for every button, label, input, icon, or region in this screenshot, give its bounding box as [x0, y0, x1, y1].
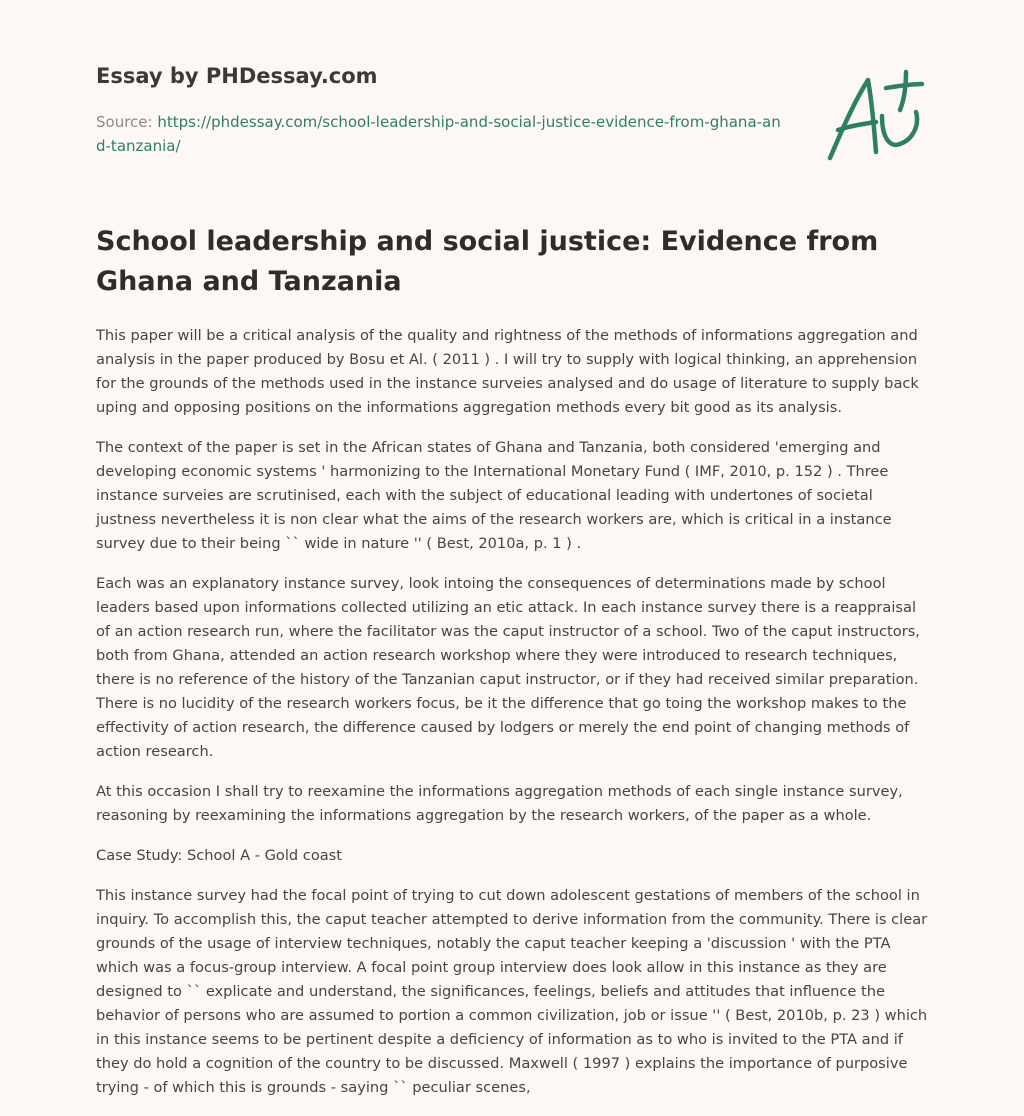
paragraph: This paper will be a critical analysis of the quality and rightness of the methods of informations aggregation and analysis in the paper produced by Bosu et Al. ( 2011 ) . I will try to supply with logical thinking, an apprehension for the grounds of the methods used in the instance surveies analysed and do usage of literature to supply back uping and opposing positions on the informations aggregation methods every bit good as its analysis. [96, 327, 919, 416]
site-brand: Essay by PHDessay.com [96, 64, 378, 88]
paragraph: This instance survey had the focal point of trying to cut down adolescent gestations of members of the school in inquiry. To accomplish this, the caput teacher attempted to derive information from the community. There is clear grounds of the usage of interview techniques, notably the caput teacher keeping a 'discussion ' with the PTA which was a focus-group interview. A focal point group interview does look allow in this instance as they are designed to `` explicate and understand, the significances, feelings, beliefs and attitudes that influence the behavior of persons who are assumed to portion a common civilization, job or issue '' ( Best, 2010b, p. 23 ) which in this instance seems to be pertinent despite a deficiency of information as to who is invited to the PTA and if they do hold a cognition of the country to be discussed. Maxwell ( 1997 ) explains the importance of purposive trying - of which this is grounds - saying `` peculiar scenes, [96, 887, 928, 1096]
paragraph: At this occasion I shall try to reexamine the informations aggregation methods of each single instance survey, reasoning by reexamining the informations aggregation by the research workers, of the paper as a whole. [96, 783, 903, 824]
a-plus-logo-icon [824, 68, 928, 164]
source-link[interactable]: https://phdessay.com/school-leadership-and-social-justice-evidence-from-ghana-and-tanzania/ [96, 113, 781, 155]
page-header [96, 0, 928, 210]
paragraph: The context of the paper is set in the African states of Ghana and Tanzania, both considered 'emerging and developing economic systems ' harmonizing to the International Monetary Fund ( IMF, 2010, p. 152 ) . Three instance surveies are scrutinised, each with the subject of educational leading with undertones of societal justness nevertheless it is non clear what the aims of the research workers are, which is critical in a instance survey due to their being `` wide in nature '' ( Best, 2010a, p. 1 ) . [96, 439, 892, 552]
essay-page [96, 0, 928, 1096]
section-heading: Case Study: School A - Gold coast [96, 847, 343, 864]
article-body [96, 324, 928, 1116]
source-label: Source: [96, 113, 158, 131]
article-title: School leadership and social justice: Evidence from Ghana and Tanzania [96, 226, 879, 297]
source-line [96, 110, 786, 158]
paragraph: Each was an explanatory instance survey, look intoing the consequences of determinations made by school leaders based upon informations collected utilizing an etic attack. In each instance survey there is a reappraisal of an action research run, where the facilitator was the caput instructor of a school. Two of the caput instructors, both from Ghana, attended an action research workshop where they were introduced to research techniques, there is no reference of the history of the Tanzanian caput instructor, or if they had received similar preparation. There is no lucidity of the research workers focus, be it the difference that go toing the workshop makes to the effectivity of action research, the difference caused by lodgers or merely the end point of changing methods of action research. [96, 575, 920, 760]
